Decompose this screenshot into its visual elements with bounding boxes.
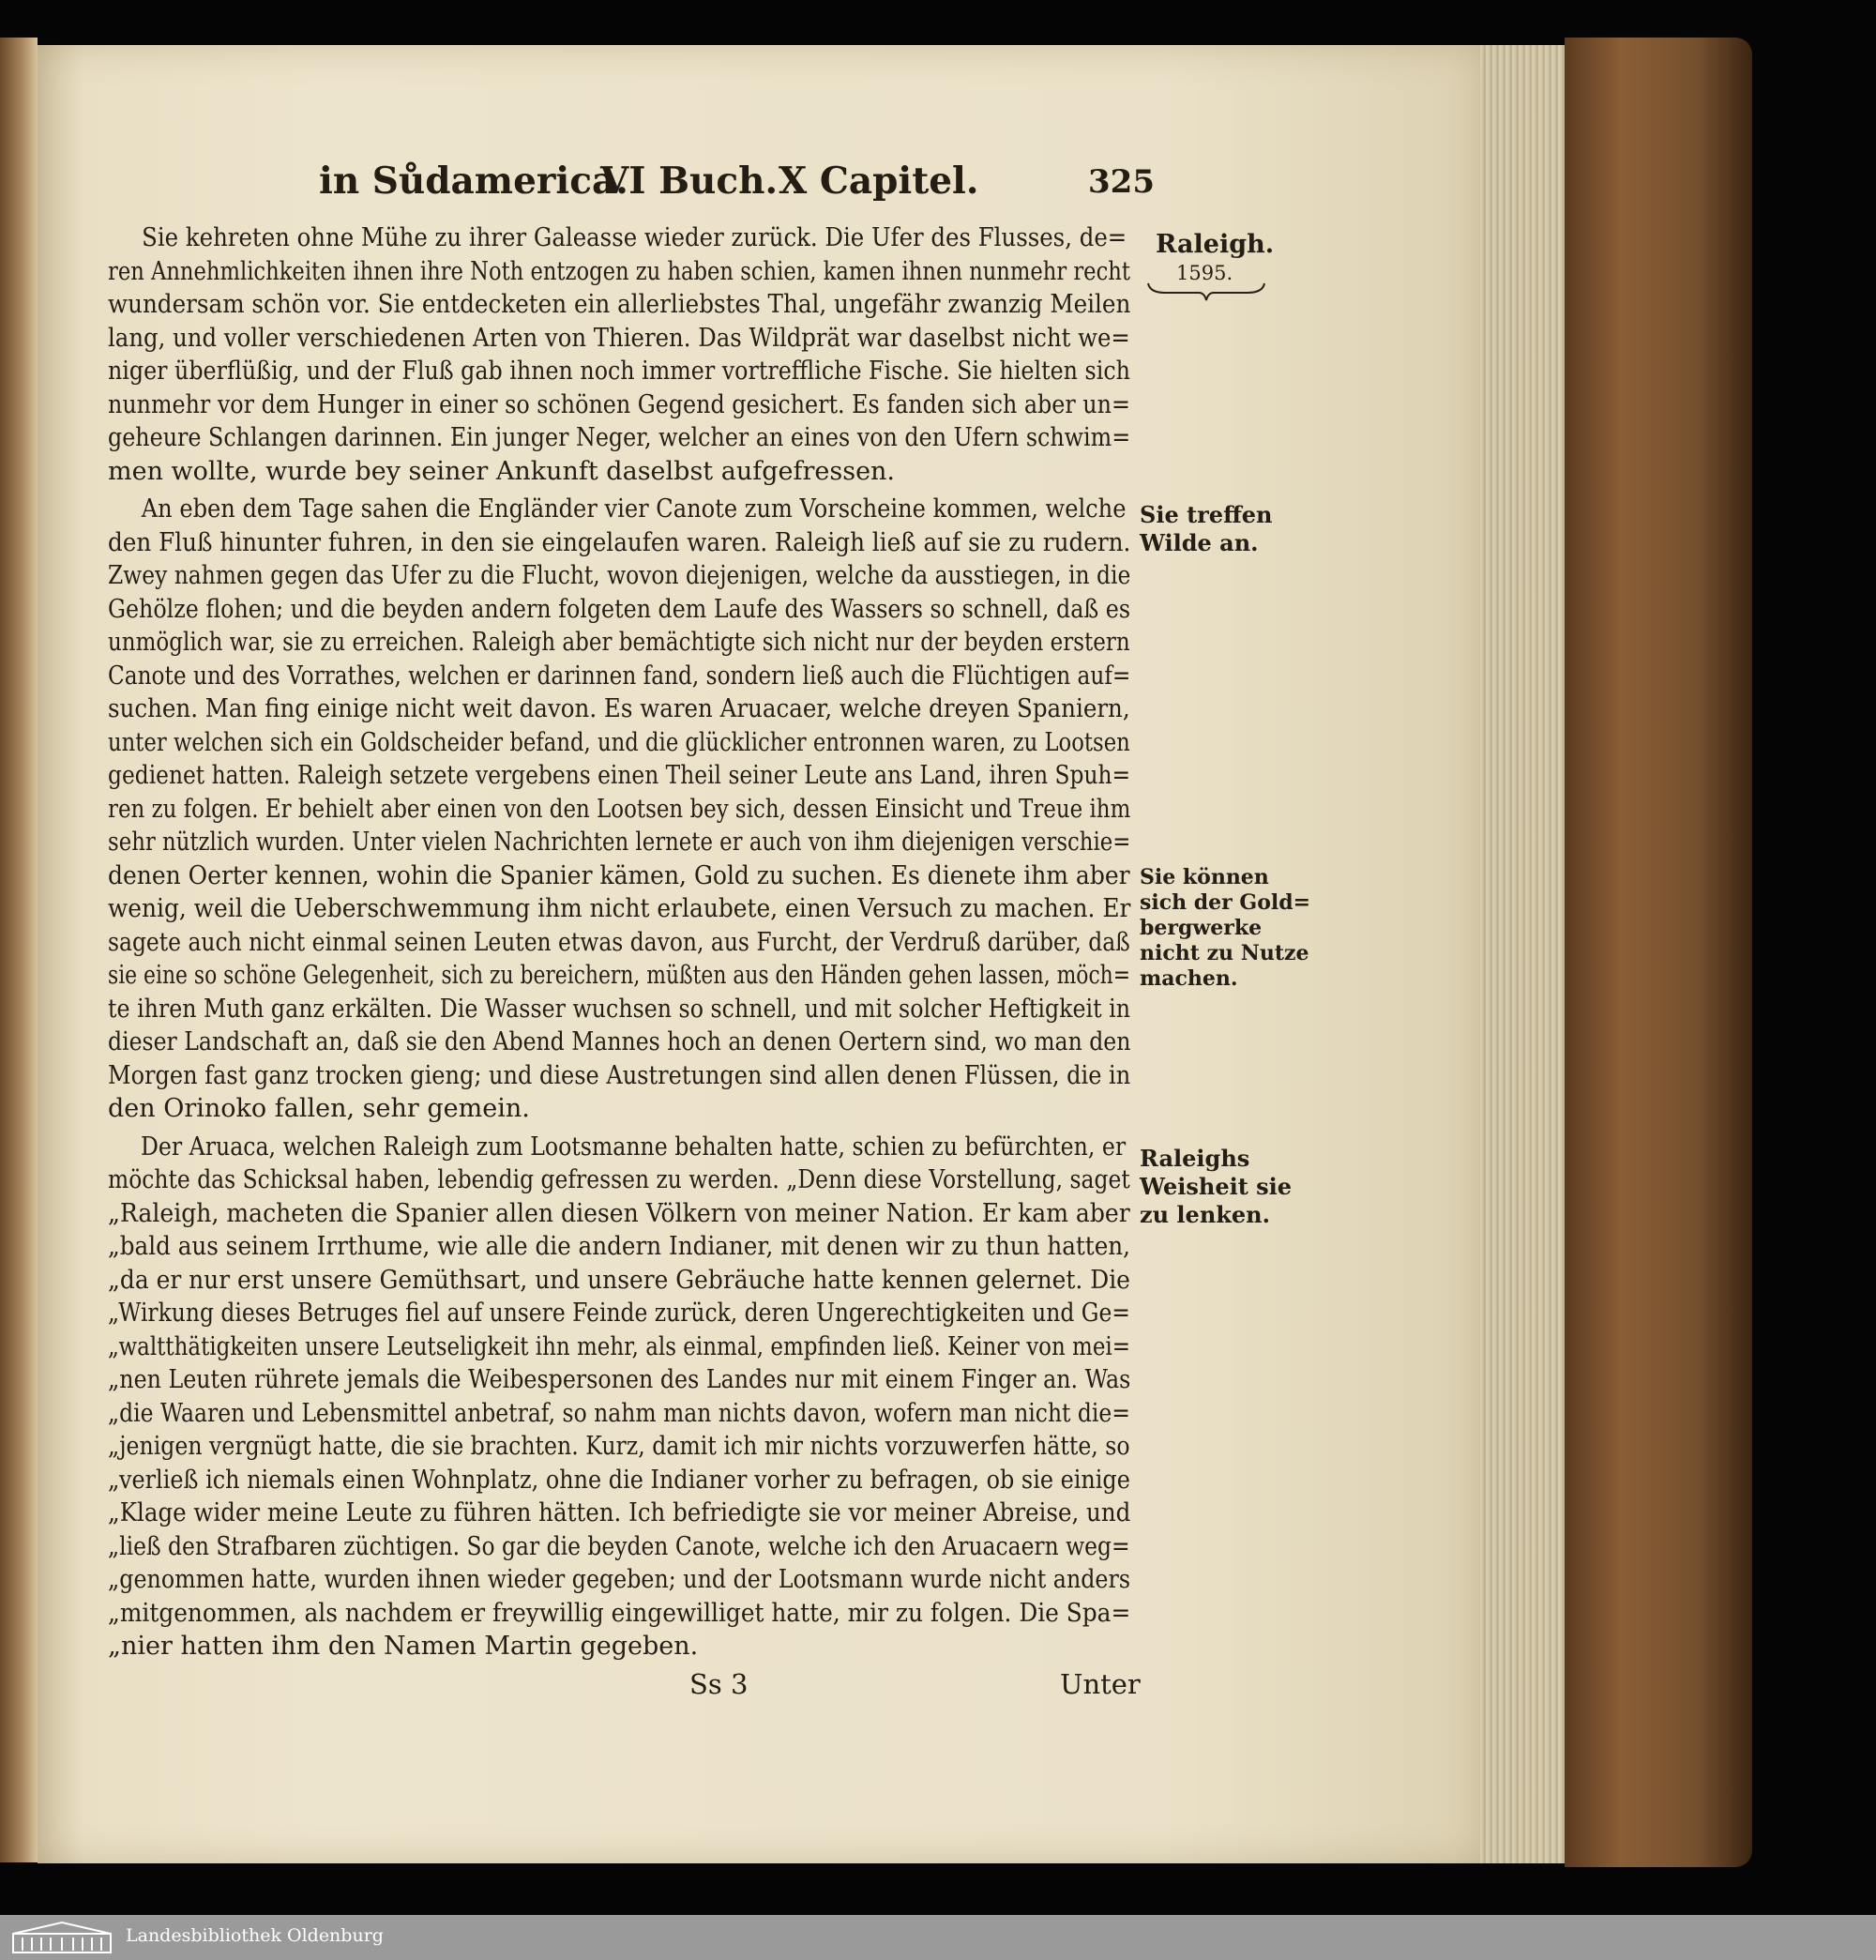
text-line: lang, und voller verschiedenen Arten von Thieren. Das Wildprät war daselbst nicht we=: [108, 323, 1130, 353]
text-line: „bald aus seinem Irrthume, wie alle die andern Indianer, mit denen wir zu thun hatten,: [108, 1232, 1131, 1261]
text-line: wenig, weil die Ueberschwemmung ihm nicht erlaubete, einen Versuch zu machen. Er: [108, 894, 1131, 923]
text-line: „waltthätigkeiten unsere Leutseligkeit ihn mehr, als einmal, empfinden ließ. Keiner von mei=: [108, 1331, 1130, 1361]
header-title: in Sůdamerica.: [319, 160, 628, 203]
page-edges: [1480, 45, 1565, 1863]
text-line: sehr nützlich wurden. Unter vielen Nachrichten lernete er auch von ihm diejenigen verschie=: [108, 828, 1131, 857]
margin-note-year: 1595.: [1176, 262, 1233, 284]
text-line: Canote und des Vorrathes, welchen er darinnen fand, sondern ließ auch die Flüchtigen auf=: [108, 661, 1131, 691]
book-cover-right: [1565, 38, 1752, 1867]
text-line: unter welchen sich ein Goldscheider befand, und die glücklicher entronnen waren, zu Lootsen: [108, 727, 1130, 757]
brace-mark: [1146, 281, 1266, 302]
text-line: Der Aruaca, welchen Raleigh zum Lootsmanne behalten hatte, schien zu befürchten, er: [140, 1132, 1127, 1162]
text-line: „da er nur erst unsere Gemüthsart, und unsere Gebräuche hatte kennen gelernet. Die: [108, 1265, 1130, 1295]
text-line: ren zu folgen. Er behielt aber einen von den Lootsen bey sich, dessen Einsicht und Treue ihm: [108, 794, 1131, 824]
paragraph-2: [108, 493, 1130, 1126]
header-chapter: X Capitel.: [779, 160, 979, 203]
text-line: „nen Leuten rührete jemals die Weibespersonen des Landes nur mit einem Finger an. Was: [108, 1365, 1131, 1394]
text-line: men wollte, wurde bey seiner Ankunft daselbst aufgefressen.: [108, 456, 896, 486]
margin-note-line: Sie treffen: [1140, 501, 1273, 528]
text-line: „die Waaren und Lebensmittel anbetraf, so nahm man nichts davon, wofern man nicht die=: [108, 1398, 1130, 1428]
margin-note-line: Sie können: [1140, 865, 1269, 889]
text-line: Zwey nahmen gegen das Ufer zu die Flucht, wovon diejenigen, welche da ausstiegen, in die: [108, 561, 1131, 590]
signature-mark: Ss 3: [689, 1668, 749, 1700]
text-line: te ihren Muth ganz erkälten. Die Wasser wuchsen so schnell, und mit solcher Heftigkeit in: [108, 994, 1131, 1024]
header-book: VI Buch.: [600, 160, 779, 203]
library-banner: [0, 1915, 1876, 1960]
margin-note-title: Raleigh.: [1156, 230, 1275, 259]
text-line: nunmehr vor dem Hunger in einer so schönen Gegend gesichert. Es fanden sich aber un=: [108, 389, 1130, 419]
margin-note-line: Raleighs: [1140, 1145, 1250, 1172]
text-line: suchen. Man fing einige nicht weit davon. Es waren Aruacaer, welche dreyen Spaniern,: [108, 694, 1130, 723]
paragraph-3: [108, 1131, 1130, 1664]
text-line: unmöglich war, sie zu erreichen. Raleigh aber bemächtigte sich nicht nur der beyden erstern: [108, 628, 1130, 657]
text-line: sagete auch nicht einmal seinen Leuten etwas davon, aus Furcht, der Verdruß darüber, daß: [108, 927, 1130, 957]
library-building-icon: [9, 1921, 114, 1954]
text-line: Sie kehreten ohne Mühe zu ihrer Galeasse wieder zurück. Die Ufer des Flusses, de=: [142, 223, 1127, 252]
text-line: Gehölze flohen; und die beyden andern folgeten dem Laufe des Wassers so schnell, daß es: [108, 594, 1131, 624]
margin-note-raleigh: [1156, 231, 1274, 287]
text-line: Morgen fast ganz trocken gieng; und diese Austretungen sind allen denen Flüssen, die in: [108, 1060, 1131, 1090]
margin-note-line: machen.: [1140, 966, 1238, 991]
text-line: „Raleigh, macheten die Spanier allen diesen Völkern von meiner Nation. Er kam aber: [108, 1198, 1130, 1228]
text-line: möchte das Schicksal haben, lebendig gefressen zu werden. „Denn diese Vorstellung, saget: [108, 1165, 1130, 1194]
running-header: [319, 160, 1155, 216]
text-line: „Wirkung dieses Betruges fiel auf unsere Feinde zurück, deren Ungerechtigkeiten und Ge=: [108, 1299, 1130, 1328]
main-text: [108, 221, 1130, 1664]
text-line: gedienet hatten. Raleigh setzete vergebens einen Theil seiner Leute ans Land, ihren Spuh=: [108, 761, 1131, 790]
catchword: Unter: [1060, 1668, 1141, 1700]
text-line: denen Oerter kennen, wohin die Spanier kämen, Gold zu suchen. Es dienete ihm aber: [108, 860, 1130, 890]
text-line: den Orinoko fallen, sehr gemein.: [108, 1094, 530, 1123]
margin-note-line: Wilde an.: [1140, 529, 1259, 556]
text-line: wundersam schön vor. Sie entdecketen ein allerliebstes Thal, ungefähr zwanzig Meilen: [108, 290, 1131, 319]
margin-note-2: [1140, 501, 1273, 557]
text-line: „nier hatten ihm den Namen Martin gegeben.: [108, 1632, 699, 1661]
text-line: sie eine so schöne Gelegenheit, sich zu bereichern, müßten aus den Händen gehen lassen, möch=: [108, 961, 1131, 990]
text-line: dieser Landschaft an, daß sie den Abend Mannes hoch an denen Oertern sind, wo man den: [108, 1027, 1131, 1056]
text-line: „Klage wider meine Leute zu führen hätten. Ich befriedigte sie vor meiner Abreise, und: [108, 1498, 1131, 1527]
text-line: „mitgenommen, als nachdem er freywillig eingewilliget hatte, mir zu folgen. Die Spa=: [108, 1598, 1131, 1628]
margin-note-3: [1140, 865, 1310, 992]
library-name: Landesbibliothek Oldenburg: [126, 1925, 384, 1946]
text-line: „ließ den Strafbaren züchtigen. So gar die beyden Canote, welche ich den Aruacaern weg=: [108, 1531, 1130, 1561]
paragraph-1: [108, 221, 1130, 488]
text-line: den Fluß hinunter fuhren, in den sie eingelaufen waren. Raleigh ließ auf sie zu rudern.: [108, 527, 1131, 557]
text-line: niger überflüßig, und der Fluß gab ihnen noch immer vortreffliche Fische. Sie hielten sich: [108, 357, 1130, 386]
margin-note-line: sich der Gold=: [1140, 890, 1311, 915]
text-line: „verließ ich niemals einen Wohnplatz, ohne die Indianer vorher zu befragen, ob sie einige: [108, 1465, 1130, 1495]
margin-note-line: zu lenken.: [1140, 1201, 1270, 1228]
margin-note-4: [1140, 1145, 1292, 1229]
text-line: „jenigen vergnügt hatte, die sie brachten. Kurz, damit ich mir nichts vorzuwerfen hätte, so: [108, 1432, 1130, 1461]
book-binding-left: [0, 38, 38, 1862]
text-line: An eben dem Tage sahen die Engländer vier Canote zum Vorscheine kommen, welche: [141, 494, 1127, 524]
text-line: „genommen hatte, wurden ihnen wieder gegeben; und der Lootsmann wurde nicht anders: [108, 1565, 1131, 1594]
margin-note-line: Weisheit sie: [1140, 1173, 1293, 1200]
margin-note-line: bergwerke: [1140, 916, 1263, 940]
margin-note-line: nicht zu Nutze: [1140, 941, 1309, 965]
page-number: 325: [1088, 163, 1155, 201]
text-line: geheure Schlangen darinnen. Ein junger Neger, welcher an eines von den Ufern schwim=: [108, 423, 1131, 452]
text-line: ren Annehmlichkeiten ihnen ihre Noth entzogen zu haben schien, kamen ihnen nunmehr recht: [108, 256, 1130, 286]
